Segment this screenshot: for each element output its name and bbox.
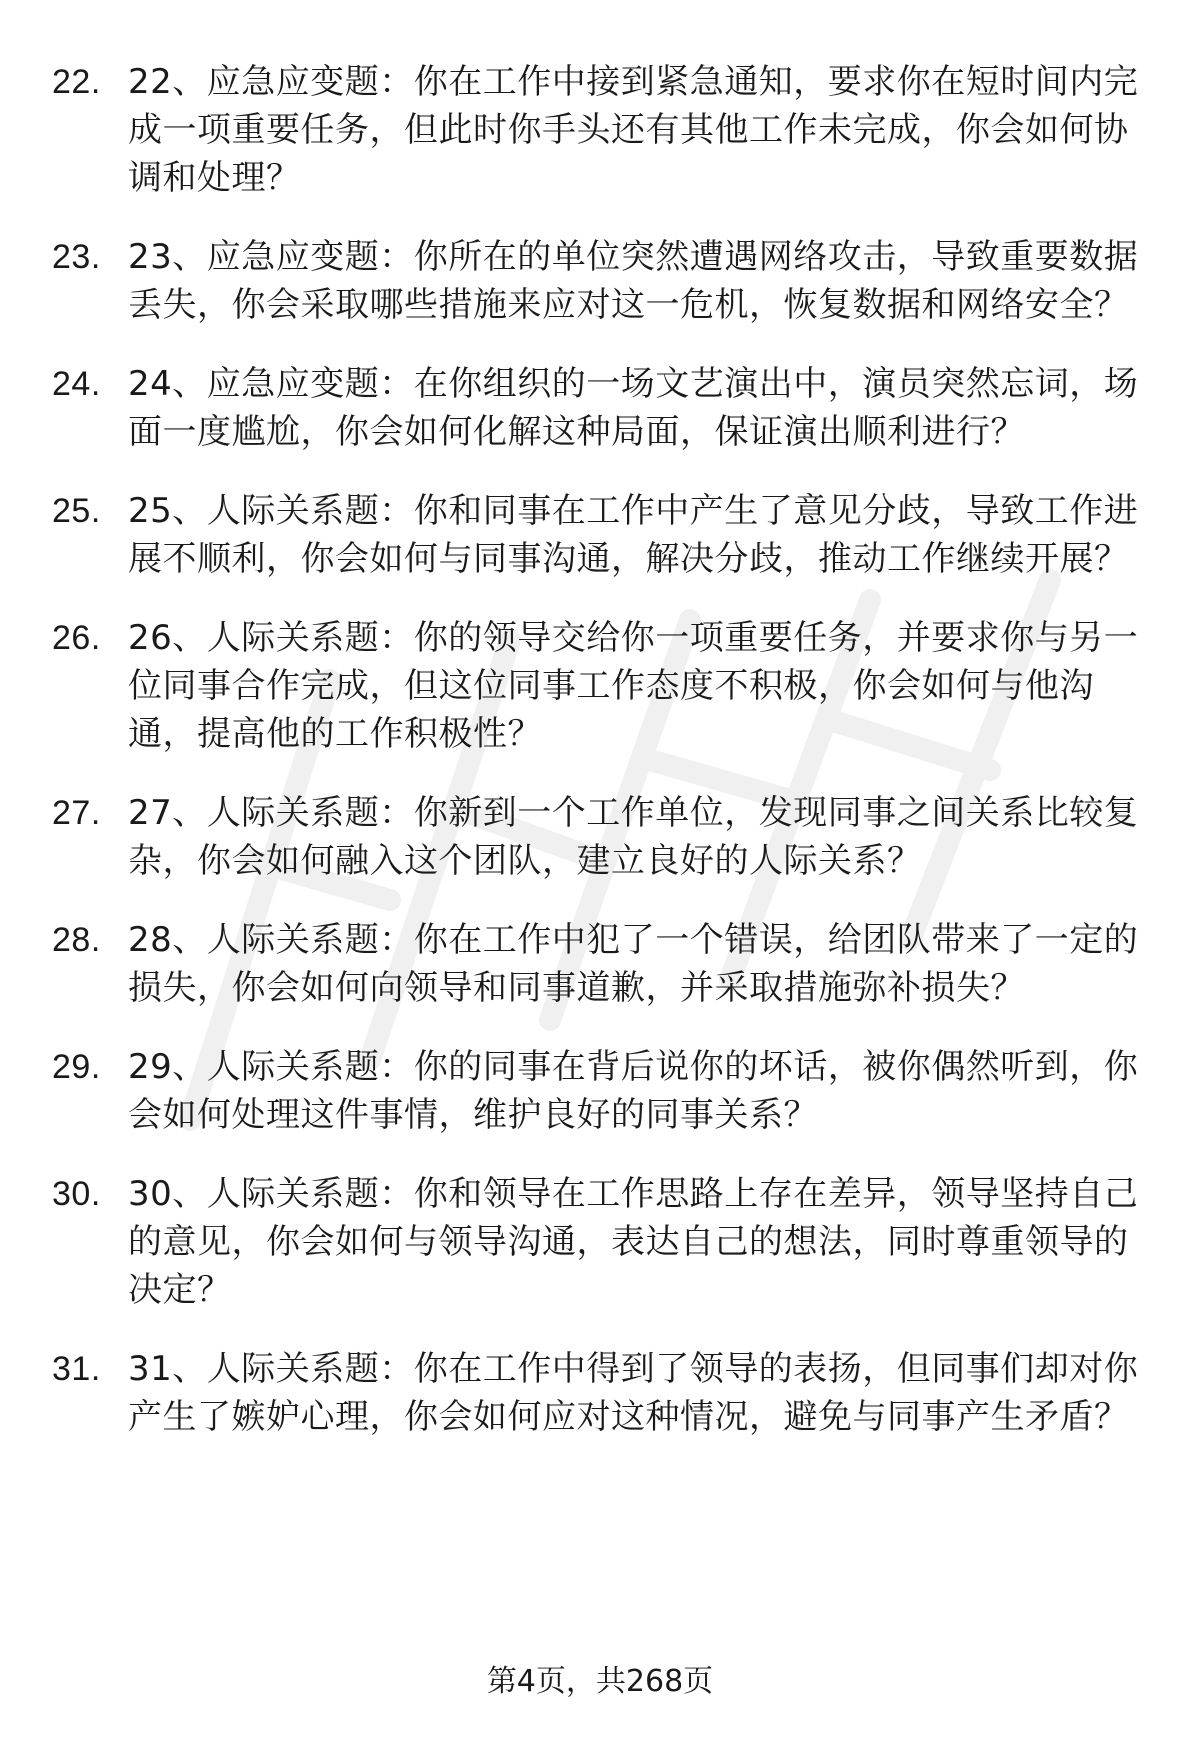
list-item: [52, 58, 1152, 202]
question-text: 29、人际关系题：你的同事在背后说你的坏话，被你偶然听到，你会如何处理这件事情，维护良好的同事关系？: [128, 1047, 1139, 1135]
question-text: 28、人际关系题：你在工作中犯了一个错误，给团队带来了一定的损失，你会如何向领导和同事道歉，并采取措施弥补损失？: [128, 920, 1139, 1008]
question-number: 29.: [52, 1048, 101, 1086]
question-number: 24.: [52, 365, 101, 403]
question-number: 27.: [52, 794, 101, 832]
list-item: [52, 916, 1152, 1012]
question-text: 31、人际关系题：你在工作中得到了领导的表扬，但同事们却对你产生了嫉妒心理，你会如何应对这种情况，避免与同事产生矛盾？: [128, 1349, 1139, 1437]
question-text: 23、应急应变题：你所在的单位突然遭遇网络攻击，导致重要数据丢失，你会采取哪些措施来应对这一危机，恢复数据和网络安全？: [128, 237, 1139, 325]
question-number: 23.: [52, 238, 101, 276]
question-text: 30、人际关系题：你和领导在工作思路上存在差异，领导坚持自己的意见，你会如何与领导沟通，表达自己的想法，同时尊重领导的决定？: [128, 1174, 1139, 1310]
page-footer: [0, 1662, 1200, 1702]
question-number: 30.: [52, 1175, 101, 1213]
question-text: 26、人际关系题：你的领导交给你一项重要任务，并要求你与另一位同事合作完成，但这位同事工作态度不积极，你会如何与他沟通，提高他的工作积极性？: [128, 618, 1139, 754]
question-text: 22、应急应变题：你在工作中接到紧急通知，要求你在短时间内完成一项重要任务，但此时你手头还有其他工作未完成，你会如何协调和处理？: [128, 62, 1139, 198]
question-text: 27、人际关系题：你新到一个工作单位，发现同事之间关系比较复杂，你会如何融入这个团队，建立良好的人际关系？: [128, 793, 1139, 881]
list-item: [52, 1043, 1152, 1139]
question-number: 28.: [52, 921, 101, 959]
question-list: [52, 58, 1152, 1472]
question-number: 31.: [52, 1350, 101, 1388]
list-item: [52, 1345, 1152, 1441]
question-text: 24、应急应变题：在你组织的一场文艺演出中，演员突然忘词，场面一度尴尬，你会如何化解这种局面，保证演出顺利进行？: [128, 364, 1139, 452]
list-item: [52, 487, 1152, 583]
list-item: [52, 789, 1152, 885]
question-text: 25、人际关系题：你和同事在工作中产生了意见分歧，导致工作进展不顺利，你会如何与同事沟通，解决分歧，推动工作继续开展？: [128, 491, 1139, 579]
list-item: [52, 614, 1152, 758]
list-item: [52, 1170, 1152, 1314]
page-number-label: 第4页，共268页: [486, 1664, 714, 1699]
question-number: 25.: [52, 492, 101, 530]
question-number: 22.: [52, 63, 101, 101]
list-item: [52, 360, 1152, 456]
list-item: [52, 233, 1152, 329]
question-number: 26.: [52, 619, 101, 657]
